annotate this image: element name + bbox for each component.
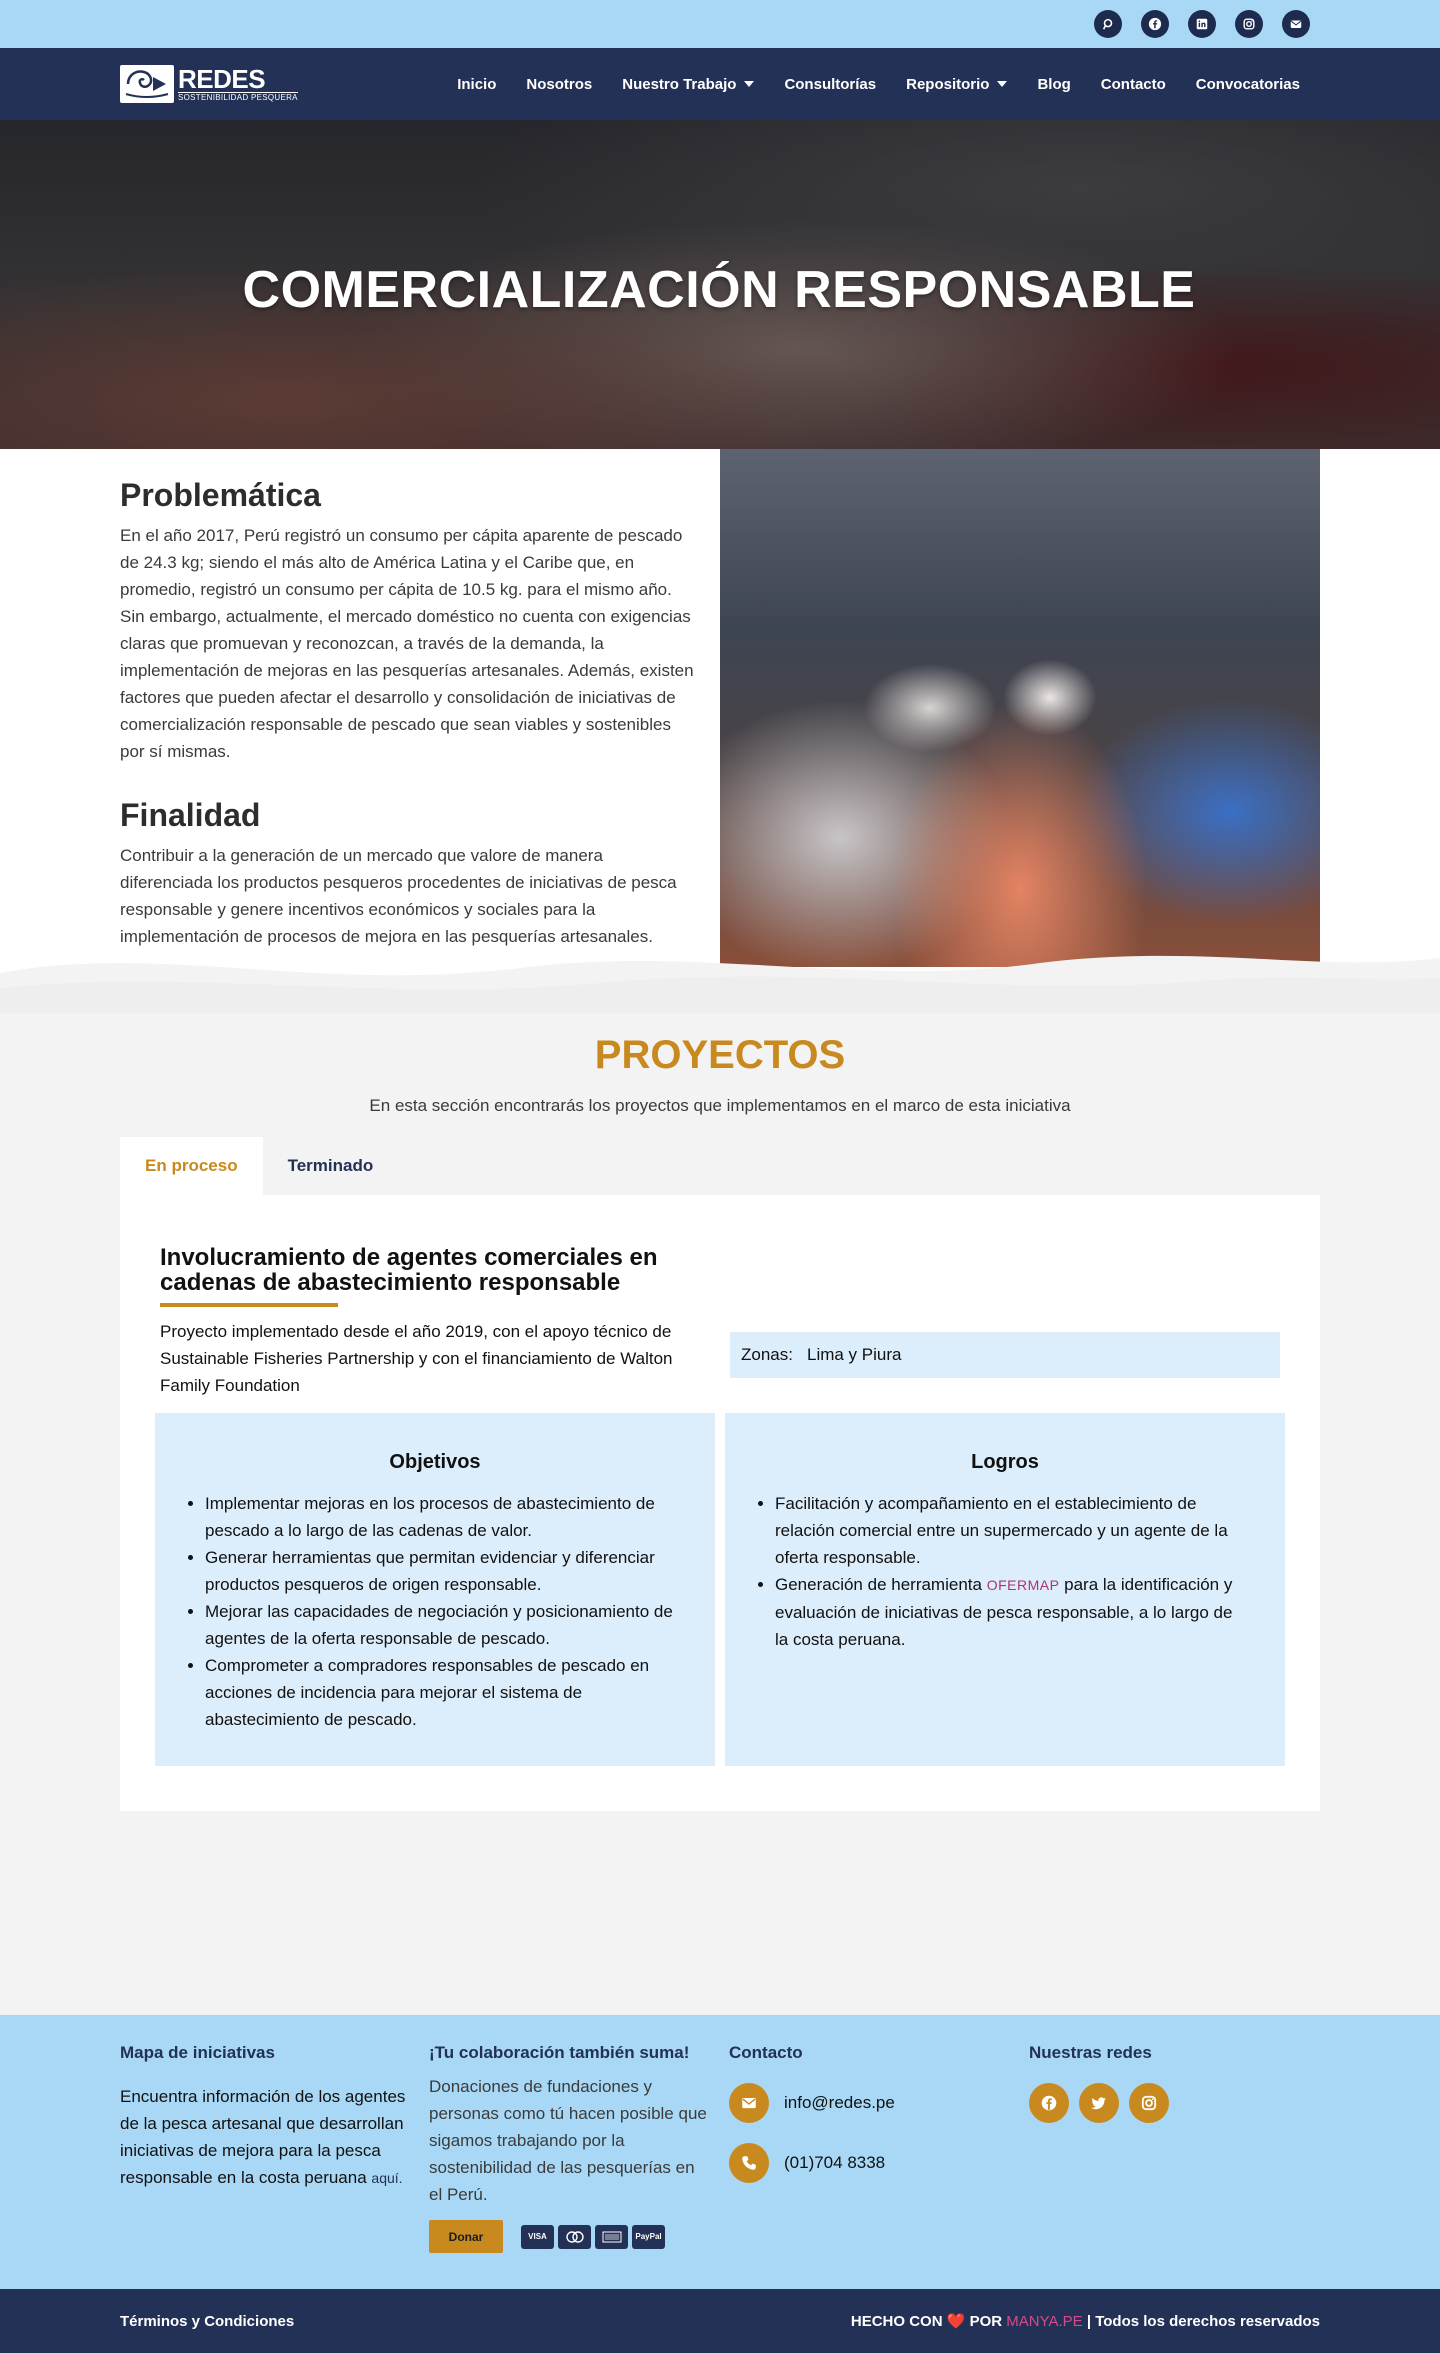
made-with-text: HECHO CON <box>850 2313 943 2330</box>
nav-item-contacto[interactable] <box>1101 76 1166 93</box>
visa-card-icon: VISA <box>521 2225 554 2249</box>
nav-menu <box>457 76 1320 93</box>
page-title: COMERCIALIZACIÓN RESPONSABLE <box>242 261 1196 319</box>
brand-tagline: SOSTENIBILIDAD PESQUERA <box>178 93 298 102</box>
nav-item-nosotros[interactable] <box>526 76 592 93</box>
nav-item-blog[interactable] <box>1037 76 1070 93</box>
objective-item: • Implementar mejoras en los procesos de abastecimiento de pescado a lo largo de las cadenas de valor. <box>205 1490 673 1544</box>
paypal-card-icon: PayPal <box>632 2225 665 2249</box>
achievement-item <box>775 1571 1243 1653</box>
fish-market-photo <box>720 449 1320 967</box>
nav-item-repositorio[interactable] <box>906 76 1007 93</box>
facebook-icon[interactable] <box>1141 10 1169 38</box>
title-underline <box>160 1303 338 1307</box>
nav-item-label: Contacto <box>1100 75 1166 93</box>
footer <box>0 2015 1440 2289</box>
footer-donate-column <box>429 2043 709 2253</box>
heart-icon: ❤️ <box>946 2313 966 2330</box>
bottom-bar <box>0 2289 1440 2353</box>
nav-item-label: Consultorías <box>784 75 877 93</box>
collab-heading: ¡Tu colaboración también suma! <box>429 2043 690 2062</box>
nav-item-label: Inicio <box>457 75 497 93</box>
nav-item-label: Nuestro Trabajo <box>622 75 737 93</box>
project-card <box>120 1195 1320 1811</box>
main-navigation <box>0 48 1440 120</box>
brand-name: REDES <box>178 64 266 94</box>
map-link[interactable]: aquí. <box>371 2170 403 2186</box>
fish-spiral-logo-icon <box>120 65 174 103</box>
nav-item-label: Nosotros <box>526 75 593 93</box>
map-paragraph <box>120 2083 410 2192</box>
chevron-down-icon <box>744 81 754 87</box>
zones-badge <box>730 1332 1280 1378</box>
envelope-icon <box>729 2083 769 2123</box>
whatsapp-icon[interactable] <box>1094 10 1122 38</box>
problem-heading: Problemática <box>120 477 321 513</box>
email-row[interactable] <box>729 2083 979 2123</box>
zones-value: Lima y Piura <box>806 1345 902 1364</box>
map-heading: Mapa de iniciativas <box>120 2043 275 2062</box>
nav-item-label: Repositorio <box>906 75 990 93</box>
phone-icon <box>729 2143 769 2183</box>
redes-logo[interactable] <box>120 65 298 103</box>
objective-item: • Comprometer a compradores responsables de pescado en acciones de incidencia para mejorar el sistema de abastecimiento de pescado. <box>205 1652 673 1733</box>
contact-email[interactable]: info@redes.pe <box>784 2093 895 2112</box>
achievement-text: Generación de herramienta <box>775 1575 987 1594</box>
footer-contact-column <box>729 2043 979 2203</box>
purpose-heading: Finalidad <box>120 797 261 833</box>
project-title: Involucramiento de agentes comerciales en cadenas de abastecimiento responsable <box>160 1244 658 1296</box>
nav-item-inicio[interactable] <box>457 76 496 93</box>
mastercard-icon <box>558 2225 591 2249</box>
objectives-heading: Objetivos <box>389 1451 481 1473</box>
nav-item-nuestro-trabajo[interactable] <box>622 76 754 93</box>
by-text: POR <box>969 2313 1003 2330</box>
achievement-text: para la identificación y evaluación de iniciativas de pesca responsable, a lo largo de la costa peruana. <box>775 1575 1233 1649</box>
wave-divider <box>0 933 1440 1013</box>
email-icon[interactable] <box>1282 10 1310 38</box>
contact-heading: Contacto <box>729 2043 803 2062</box>
tab-terminado[interactable]: Terminado <box>287 1156 374 1175</box>
chevron-down-icon <box>997 81 1007 87</box>
rights-text: | Todos los derechos reservados <box>1086 2313 1320 2330</box>
projects-section <box>0 1013 1440 2015</box>
instagram-icon[interactable] <box>1129 2083 1169 2123</box>
top-social-bar <box>0 0 1440 48</box>
problem-text: En el año 2017, Perú registró un consumo per cápita aparente de pescado de 24.3 kg; siendo el más alto de América Latina y el Caribe que, en promedio, registró un consumo per cápita de 10.5 kg. para el mismo año. Sin embargo, actualmente, el mercado doméstico no cuenta con exigencias claras que promuevan y reconozcan, a través de la demanda, la implementación de mejoras en las pesquerías artesanales. Además, existen factores que pueden afectar el desarrollo y consolidación de iniciativas de comercialización responsable de pescado que sean viables y sostenibles por sí mismas. <box>120 526 694 761</box>
phone-row[interactable] <box>729 2143 979 2183</box>
linkedin-icon[interactable] <box>1188 10 1216 38</box>
tab-en-proceso[interactable]: En proceso <box>120 1137 263 1195</box>
project-tabs <box>120 1137 398 1195</box>
project-description: Proyecto implementado desde el año 2019, con el apoyo técnico de Sustainable Fisheries Partnership y con el financiamiento de Walton Family Foundation <box>160 1322 673 1395</box>
social-heading: Nuestras redes <box>1029 2043 1152 2062</box>
nav-item-convocatorias[interactable] <box>1196 76 1300 93</box>
footer-social-column <box>1029 2043 1279 2123</box>
contact-phone[interactable]: (01)704 8338 <box>784 2153 886 2172</box>
zones-label: Zonas: <box>741 1345 793 1364</box>
facebook-icon[interactable] <box>1029 2083 1069 2123</box>
purpose-text: Contribuir a la generación de un mercado que valore de manera diferenciada los productos pesqueros procedentes de iniciativas de pesca responsable y genere incentivos económicos y sociales para la implementación de procesos de mejora en las pesquerías artesanales. <box>120 846 677 946</box>
amex-card-icon <box>595 2225 628 2249</box>
achievements-box <box>725 1413 1285 1766</box>
objective-item: • Mejorar las capacidades de negociación y posicionamiento de agentes de la oferta responsable de pescado. <box>205 1598 673 1652</box>
nav-item-label: Convocatorias <box>1195 75 1300 93</box>
twitter-icon[interactable] <box>1079 2083 1119 2123</box>
terms-link[interactable]: Términos y Condiciones <box>120 2312 295 2330</box>
hero-banner <box>0 120 1440 449</box>
objectives-box <box>155 1413 715 1766</box>
footer-map-column <box>120 2043 410 2192</box>
instagram-icon[interactable] <box>1235 10 1263 38</box>
nav-item-label: Blog <box>1037 75 1071 93</box>
achievements-heading: Logros <box>971 1451 1039 1473</box>
objective-item: • Generar herramientas que permitan evidenciar y diferenciar productos pesqueros de origen responsable. <box>205 1544 673 1598</box>
agency-link[interactable]: MANYA.PE <box>1006 2313 1083 2330</box>
collab-text: Donaciones de fundaciones y personas como tú hacen posible que sigamos trabajando por la sostenibilidad de las pesquerías en el Perú. <box>429 2077 707 2204</box>
payment-cards <box>521 2225 665 2249</box>
credits <box>851 2312 1320 2330</box>
intro-section <box>0 449 1440 1013</box>
ofermap-link[interactable]: OFERMAP <box>986 1577 1060 1593</box>
achievement-item: • Facilitación y acompañamiento en el establecimiento de relación comercial entre un supermercado y un agente de la oferta responsable. <box>775 1490 1243 1571</box>
donate-button[interactable]: Donar <box>429 2220 503 2253</box>
projects-heading: PROYECTOS <box>594 1033 846 1077</box>
map-text: Encuentra información de los agentes de la pesca artesanal que desarrollan iniciativas de mejora para la pesca responsable en la costa peruana <box>120 2087 406 2187</box>
projects-subtitle: En esta sección encontrarás los proyectos que implementamos en el marco de esta iniciativa <box>369 1096 1071 1115</box>
nav-item-consultor-as[interactable] <box>784 76 876 93</box>
